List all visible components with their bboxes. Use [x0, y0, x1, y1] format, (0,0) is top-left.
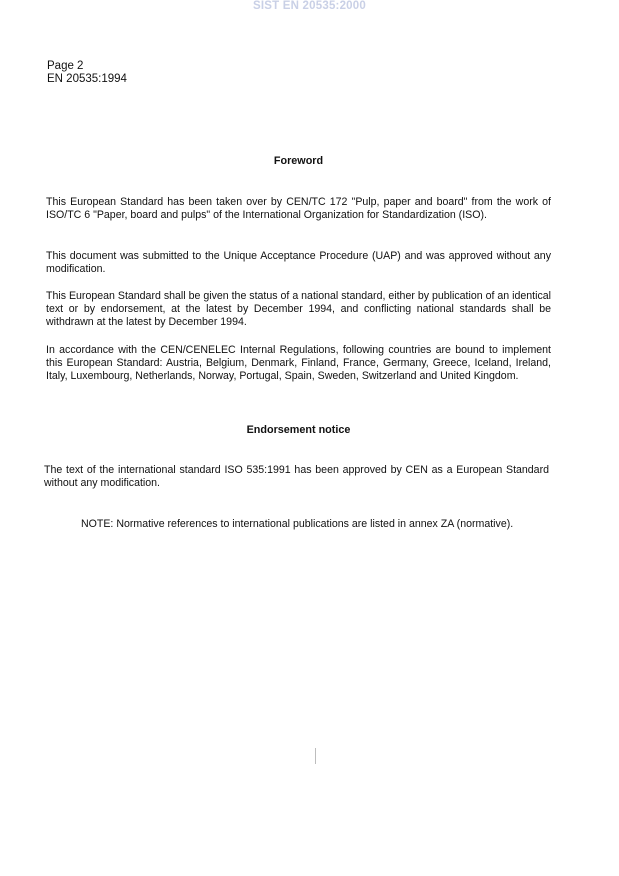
page-number: Page 2	[47, 60, 84, 72]
foreword-paragraph-1: This European Standard has been taken over by CEN/TC 172 "Pulp, paper and board" from the work of ISO/TC 6 "Paper, board and pulps" of the International Organization for Standardization (ISO).	[46, 196, 551, 221]
normative-note: NOTE: Normative references to international publications are listed in annex ZA (normative).	[81, 518, 514, 530]
foreword-paragraph-2: This document was submitted to the Unique Acceptance Procedure (UAP) and was approved without any modification.	[46, 250, 551, 275]
foreword-paragraph-3: This European Standard shall be given the status of a national standard, either by publication of an identical text or by endorsement, at the latest by December 1994, and conflicting national standards shall be withdrawn at the latest by December 1994.	[46, 290, 551, 328]
scan-artifact-line	[315, 748, 316, 764]
endorsement-heading: Endorsement notice	[246, 424, 351, 436]
foreword-heading: Foreword	[273, 155, 324, 167]
standard-number: EN 20535:1994	[47, 73, 127, 85]
endorsement-text: The text of the international standard ISO 535:1991 has been approved by CEN as a European Standard without any modification.	[44, 464, 549, 489]
foreword-paragraph-4: In accordance with the CEN/CENELEC Internal Regulations, following countries are bound to implement this European Standard: Austria, Belgium, Denmark, Finland, France, Germany, Greece, Iceland, Ireland, Italy, Luxembourg, Netherlands, Norway, Portugal, Spain, Sweden, Switzerland and United Kingdom.	[46, 344, 551, 382]
document-watermark: SIST EN 20535:2000	[253, 0, 366, 12]
page-header	[47, 60, 127, 86]
